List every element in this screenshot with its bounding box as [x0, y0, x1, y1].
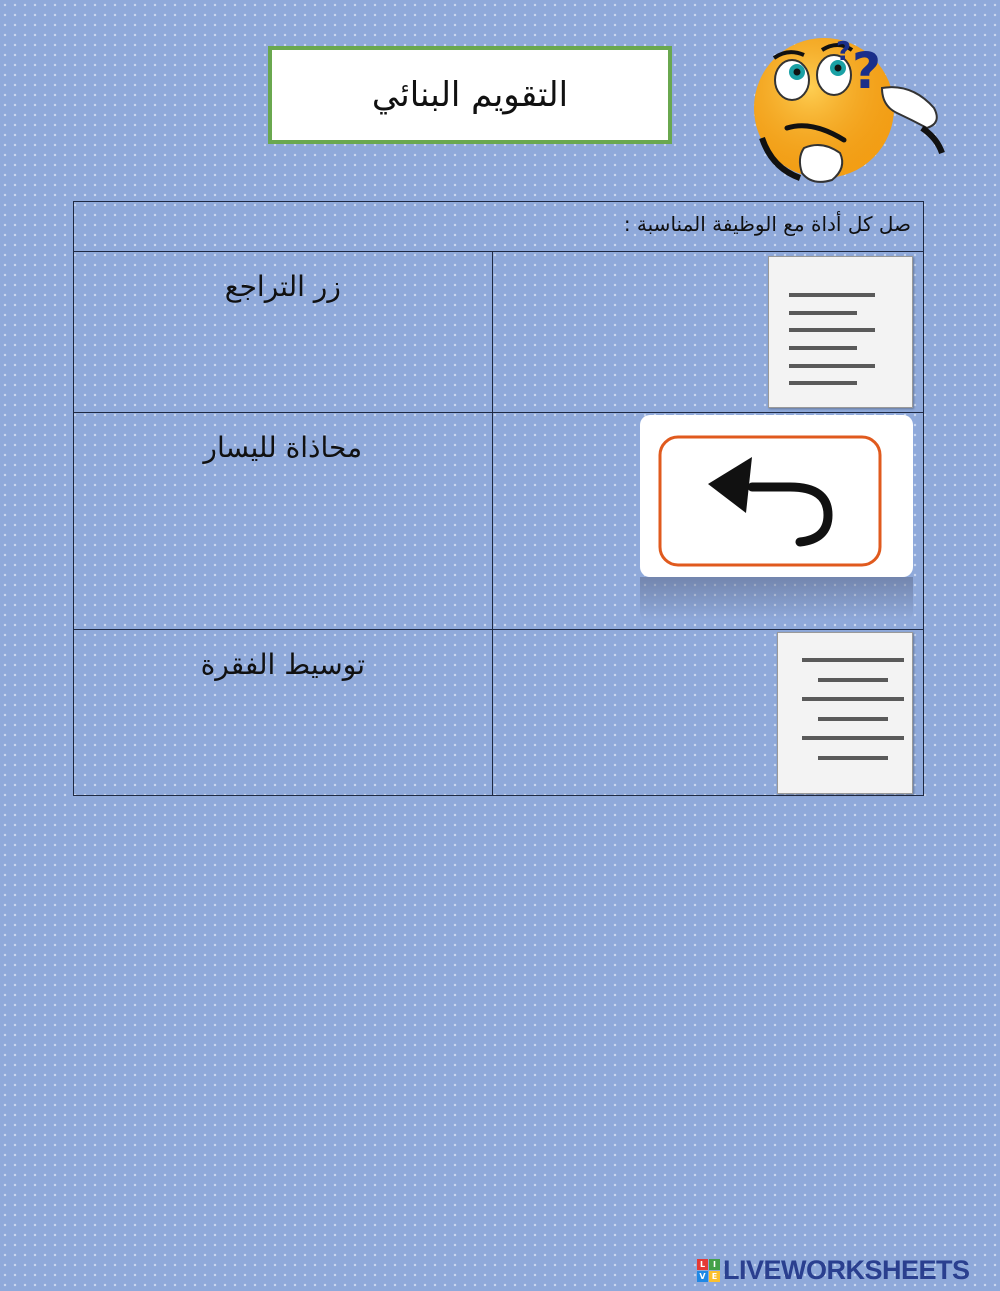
tool-image-cell[interactable] — [492, 630, 923, 796]
instruction-text: صل كل أداة مع الوظيفة المناسبة : — [623, 212, 911, 236]
function-cell[interactable] — [74, 413, 493, 630]
table-row — [74, 413, 924, 630]
liveworksheets-logo[interactable] — [697, 1256, 970, 1284]
logo-mark-icon — [697, 1259, 720, 1282]
svg-text:?: ? — [852, 42, 882, 100]
table-row — [74, 252, 924, 413]
logo-text: LIVEWORKSHEETS — [723, 1254, 970, 1285]
tool-image-cell[interactable] — [492, 252, 923, 413]
tool-image-cell[interactable] — [492, 413, 923, 630]
svg-text:?: ? — [836, 37, 852, 67]
undo-icon — [640, 415, 913, 577]
logo-mark-i: I — [709, 1259, 720, 1270]
align-center-icon — [777, 632, 913, 794]
align-left-icon — [768, 256, 913, 408]
function-cell[interactable] — [74, 630, 493, 796]
page-title: التقويم البنائي — [371, 75, 569, 115]
function-label: توسيط الفقرة — [200, 648, 365, 681]
thinking-face-icon — [752, 28, 947, 193]
function-label: زر التراجع — [224, 270, 341, 303]
matching-table — [73, 201, 924, 796]
table-row — [74, 630, 924, 796]
undo-reflection — [640, 577, 913, 621]
function-cell[interactable] — [74, 252, 493, 413]
function-label: محاذاة لليسار — [203, 431, 363, 464]
logo-mark-v: V — [697, 1271, 708, 1282]
title-box — [268, 46, 672, 144]
logo-mark-l: L — [697, 1259, 708, 1270]
logo-mark-e: E — [709, 1271, 720, 1282]
instruction-cell — [74, 202, 924, 252]
